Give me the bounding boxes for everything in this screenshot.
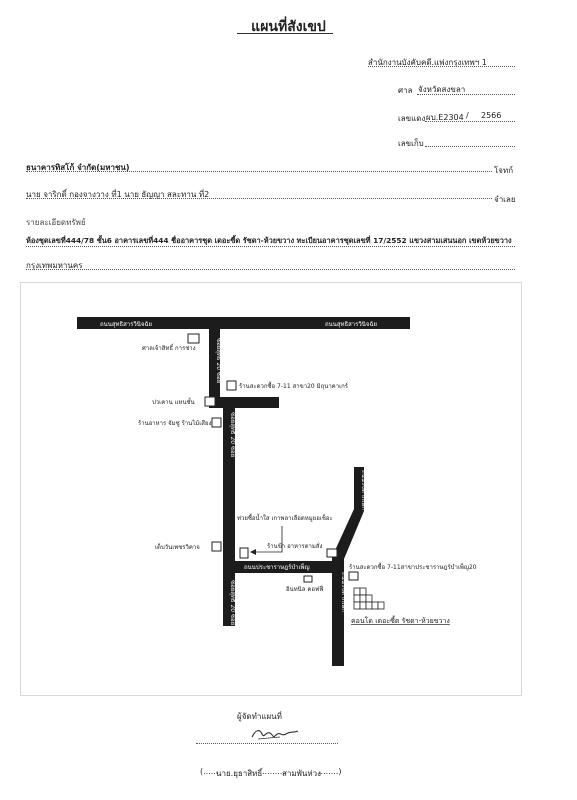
temple-label: เต็บวันเพชรวิคาจ: [155, 544, 200, 551]
callout-arrow-head: [250, 549, 256, 555]
road-label-top-right: ถนนสุทธิสารวินิจฉัย: [325, 321, 377, 328]
signature-line: [196, 743, 338, 744]
red-no-value: ผบ.E2304: [426, 113, 464, 122]
plaintiff-line: [26, 171, 492, 172]
title-underline: [237, 33, 333, 34]
seven-eleven-2-label: ร้านสะดวกซื้อ 7-11สาขาประชาราษฎร์บำเพ็ญ20: [349, 564, 477, 571]
mapper-label: ผู้จัดทำแผนที่: [237, 712, 282, 721]
office-name: สำนักงานบังคับคดี.แพ่งกรุงเทพฯ 1: [368, 58, 487, 67]
temple-marker: [212, 542, 221, 551]
plaintiff-role: โจทก์: [494, 166, 514, 175]
red-no-year: 2566: [481, 111, 502, 120]
court-label: ศาล: [398, 86, 413, 95]
plaintiff-name: ธนาคารทิสโก้ จำกัด(มหาชน): [26, 163, 130, 172]
condo-building-icon: [354, 588, 384, 609]
road-soi-branch: [209, 397, 279, 408]
signer-dots: .........: [262, 767, 285, 776]
signer-close: ........): [318, 767, 342, 776]
signer-name: นาย.ยุธาสิทธิ์: [216, 769, 263, 778]
signature-icon: [250, 725, 300, 743]
road-label-soi-lower-2: ซอยสุทธิ 20 ซอย: [229, 580, 236, 626]
road-label-top-left: ถนนสุทธิสารวินิจฉัย: [100, 321, 152, 328]
property-line-2-underline: [26, 269, 515, 270]
pump-label: ปวเคาน แหนชั้น: [152, 399, 195, 406]
condo-label: คอนโด เดอะซี้ด รัชดา-ห้วยขวาง: [351, 617, 450, 625]
location-map: [20, 282, 520, 694]
market-marker: [304, 576, 312, 582]
red-no-label: เลขแดง: [398, 114, 426, 123]
defendant-role: จำเลย: [494, 195, 516, 204]
property-line-1: ห้องชุดเลขที่444/78 ชั้น6 อาคารเลขที่444 ชื่ออาคารชุด เดอะซี้ด รัชดา-ห้วยขวาง ทะเบียนอาคารชุดเลขที่ 17/2552 แขวงสามเสนนอก เขตห้วยขวาง: [26, 236, 512, 245]
road-label-ratchada-2: ถนนรัชดาภิเษก: [340, 572, 347, 612]
road-label-soi-lower-1: ซอยสุทธิ 20 ซอย: [229, 412, 236, 458]
signer-open: (......: [200, 767, 219, 776]
market-label: อินทนิล คอฟฟี่: [286, 586, 324, 593]
property-line-2: กรุงเทพมหานคร: [26, 261, 83, 270]
seven-eleven-1-marker: [227, 381, 236, 390]
shop-label: ร้านข้า อาหารตามสั่ง: [267, 543, 323, 550]
defendant-line: [26, 198, 492, 199]
callout-label: ท่วยซื้อน้ำใส เกาพลาเลือดหมูยอเช็อะ: [237, 515, 333, 522]
seven-eleven-1-label: ร้านสะดวกซื้อ 7-11 สาขา20 มิถุนาคาเกร์: [239, 383, 348, 390]
file-no-label: เลขเก็บ: [398, 139, 424, 148]
file-no-line: [425, 146, 515, 147]
road-label-ratchada-1: ถนนรัชดาภิเษก: [360, 470, 367, 510]
red-no-sep: /: [466, 111, 469, 120]
restaurant-marker: [212, 418, 221, 427]
target-marker: [240, 548, 248, 558]
office-line: [368, 66, 515, 67]
road-label-pracha-rat: ถนนประชาราษฎร์บำเพ็ญ: [244, 564, 310, 571]
seven-eleven-2-marker: [349, 572, 358, 580]
page-title: แผนที่สังเขป: [251, 19, 326, 35]
defendant-name: นาย จาริกดิ์ กองจางวาง ที่1 นาย ธัญญา สละทาน ที่2: [26, 190, 210, 199]
property-label: รายละเอียดทรัพย์: [26, 218, 86, 227]
signer-surname: สามพันห่วง: [282, 769, 322, 778]
shrine-marker: [188, 334, 199, 343]
court-value: จังหวัดสงขลา: [418, 85, 466, 94]
road-label-soi-upper: ซอยสุทธิ 20 ซอย: [215, 338, 222, 384]
property-line-1-underline: [26, 246, 515, 247]
shop-marker: [327, 549, 337, 557]
restaurant-label: ร้านอาหาร จัมซู่ ร้านไม้เสียง: [138, 420, 212, 427]
pump-marker: [205, 397, 215, 406]
shrine-label: ศาลเจ้าสิทธิ์ การช่าง: [142, 345, 196, 352]
